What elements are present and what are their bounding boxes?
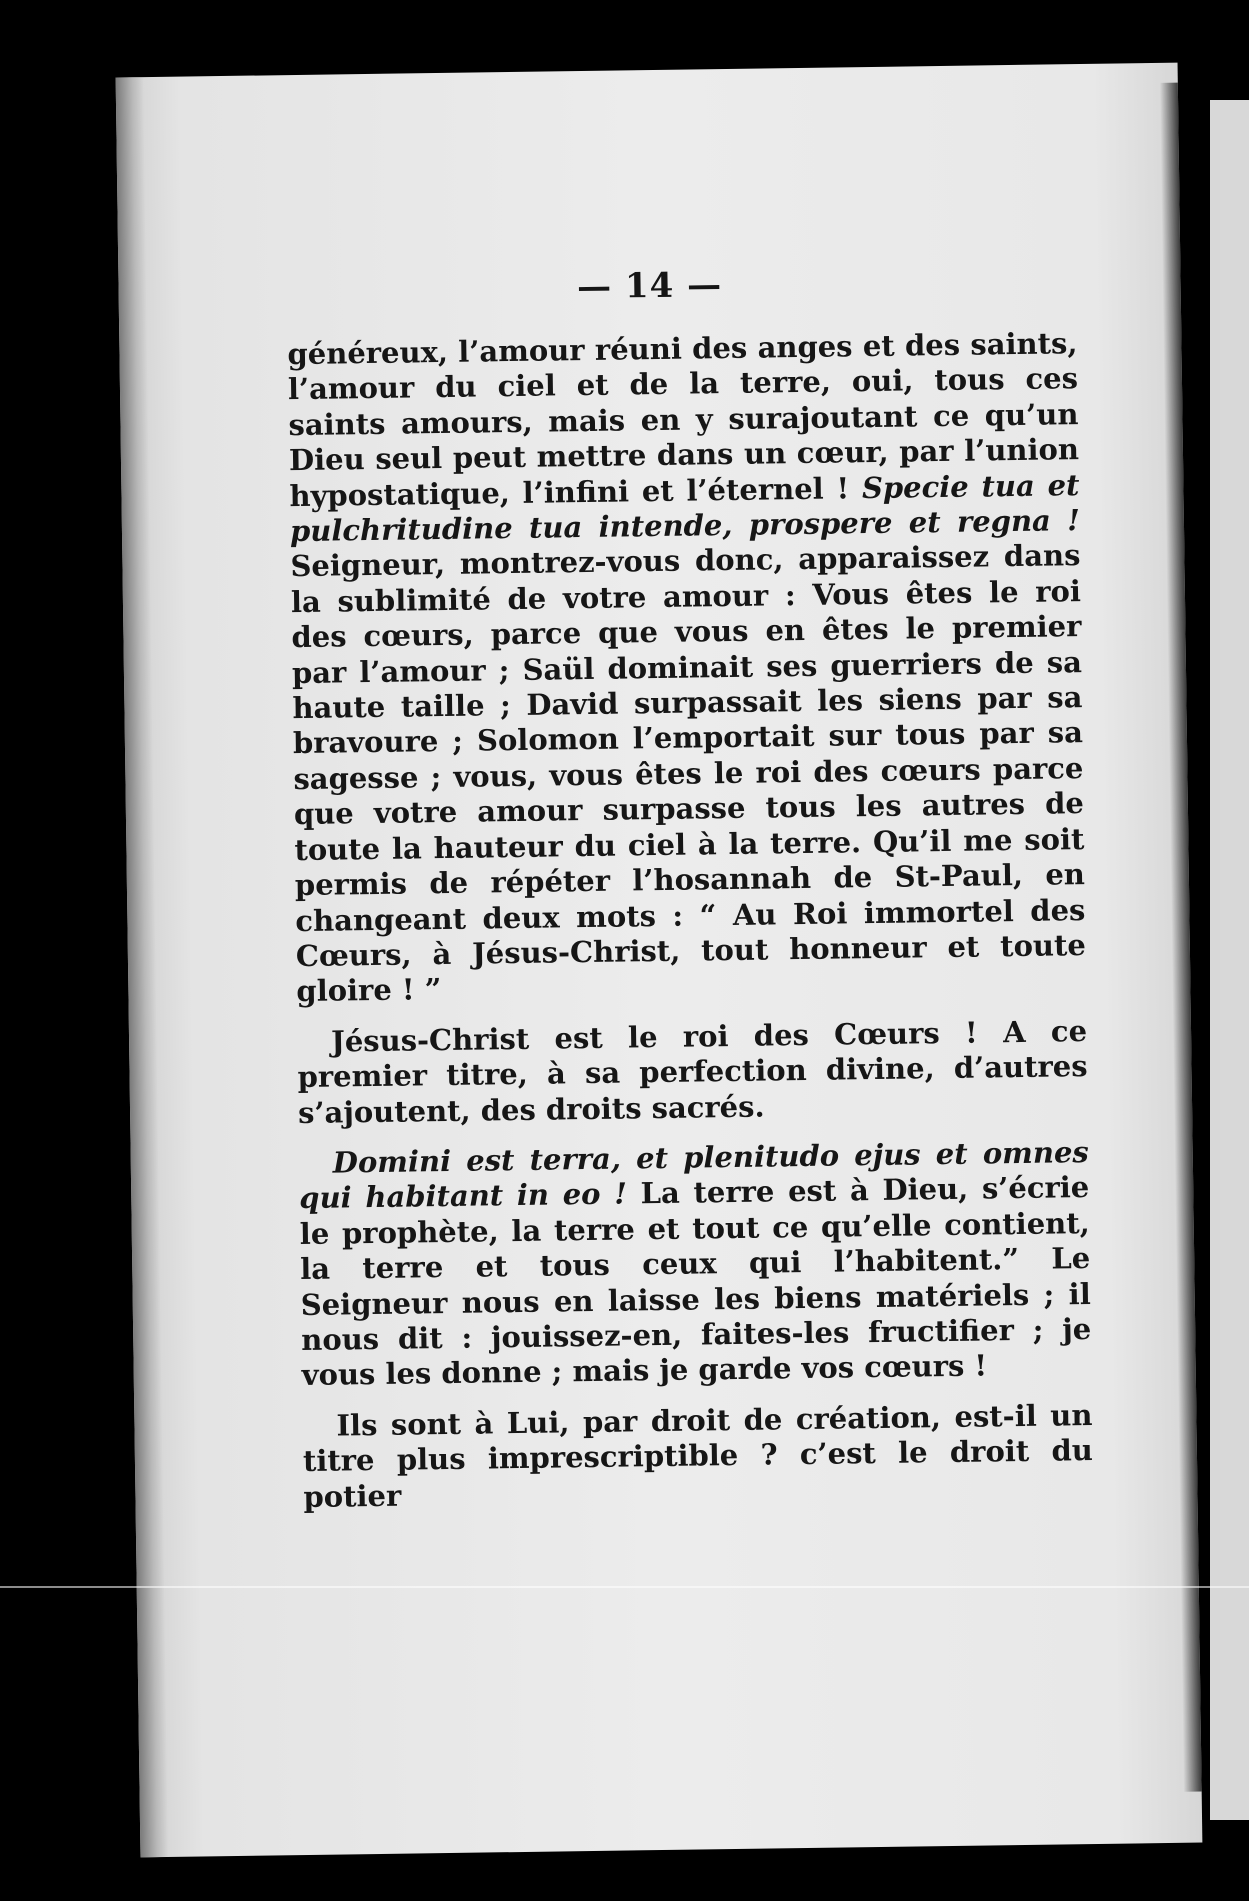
binding-shadow [116,77,169,1857]
paragraph-1-part-3: Seigneur, montrez-vous donc, apparaissez dans la sublimité de votre amour : Vous êtes le roi des cœurs, parce que vous en êtes le premier par l’amour ; Saül dominait ses guerriers de sa haute taille ; David surpassait les siens par sa bravoure ; Solomon l’emportait sur tous par sa sagesse ; vous, vous êtes le roi des cœurs parce que votre amour surpasse tous les autres de toute la hauteur du ciel à la terre. Qu’il me soit permis de répéter l’hosannah de St-Paul, en changeant deux mots : “ Au Roi immortel des Cœurs, à Jésus-Christ, tout honneur et toute gloire ! ” [290,538,1087,1009]
paragraph-2 [297,1014,1088,1131]
facing-page-edge [1210,100,1249,1820]
paragraph-3-part-2: La terre est à Dieu, s’écrie le prophète, la terre et tout ce qu’elle contient, la terre et tous ceux qui l’habitent.” Le Seigneur nous en laisse les biens matériels ; il nous dit : jouissez-en, faites-les fructifier ; je vous les donne ; mais je garde vos cœurs ! [299,1170,1092,1393]
paragraph-2-part-1: Jésus-Christ est le roi des Cœurs ! A ce premier titre, à sa perfection divine, d’autres s’ajoutent, des droits sacrés. [297,1013,1088,1130]
page-number: — 14 — [576,265,723,308]
page-right-edge [1160,83,1202,1792]
scan-artifact-line [0,1586,1249,1588]
book-page [116,63,1203,1858]
paragraph-3 [299,1135,1092,1394]
paragraph-4-part-1: Ils sont à Lui, par droit de création, est-il un titre plus imprescriptible ? c’est le droit du potier [302,1397,1094,1514]
paragraph-4 [302,1398,1093,1515]
paragraph-1 [287,326,1086,1010]
body-text [287,326,1094,1530]
paragraph-1-part-1: généreux, l’amour réuni des anges et des saints, l’amour du ciel et de la terre, oui, tous ces saints amours, mais en y surajoutant ce qu’un Dieu seul peut mettre dans un cœur, par l’union hypostatique, l’infini et l’éternel ! [287,326,1080,513]
paragraph-3-latin-quote: Domini est terra, et plenitudo ejus et omnes qui habitant in eo ! [299,1134,1089,1216]
paragraph-1-latin-quote: Specie tua et pulchritudine tua intende, prospere et regna ! [289,467,1081,549]
